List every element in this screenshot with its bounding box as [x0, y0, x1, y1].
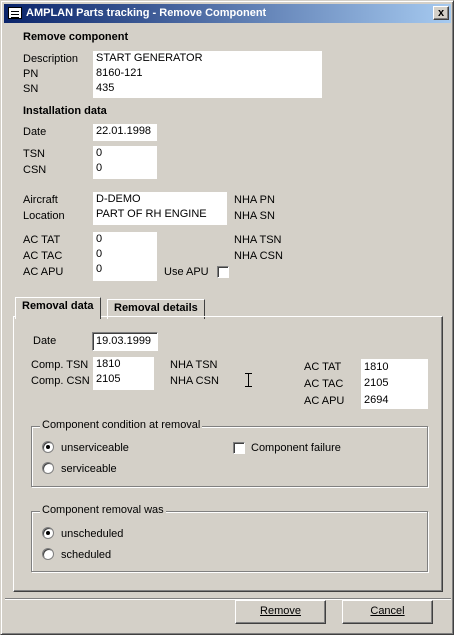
installation-date-field: [93, 124, 157, 141]
removal-date-label: Date: [33, 335, 57, 347]
installation-data-header: Installation data: [23, 105, 107, 117]
removal-ac-tat-value: 1810: [364, 361, 389, 373]
location-value: PART OF RH ENGINE: [96, 208, 207, 220]
tab-removal-details[interactable]: Removal details: [107, 299, 205, 319]
tab-removal-data[interactable]: Removal data: [15, 297, 101, 319]
ac-apu-value: 0: [96, 263, 103, 275]
remove-component-header: Remove component: [23, 31, 129, 43]
description-label: Description: [23, 53, 79, 65]
description-value: START GENERATOR: [96, 52, 203, 64]
unscheduled-label[interactable]: unscheduled: [61, 528, 124, 540]
condition-groupbox: [31, 419, 428, 487]
unserviceable-label[interactable]: unserviceable: [61, 442, 129, 454]
ac-tat-value: 0: [96, 233, 103, 245]
cancel-button[interactable]: [342, 600, 433, 624]
app-icon: [8, 7, 22, 19]
component-info-box: [93, 51, 322, 98]
component-failure-checkbox[interactable]: [233, 442, 245, 454]
nha-pn-label: NHA PN: [234, 194, 275, 206]
condition-group-title: Component condition at removal: [42, 419, 201, 431]
removal-ac-tac-label: AC TAC: [304, 378, 344, 390]
removal-ac-apu-value: 2694: [364, 394, 389, 406]
ac-tac-value: 0: [96, 248, 103, 260]
unscheduled-radio[interactable]: [42, 527, 54, 539]
csn-label: CSN: [23, 164, 47, 176]
comp-tsn-value: 1810: [96, 358, 121, 370]
scheduled-label[interactable]: scheduled: [61, 549, 112, 561]
cancel-button-label: Cancel: [370, 605, 405, 617]
remove-button-label: Remove: [260, 605, 301, 617]
csn-value: 0: [96, 162, 103, 174]
ac-tat-label: AC TAT: [23, 234, 61, 246]
ac-tac-label: AC TAC: [23, 250, 63, 262]
tsn-csn-box: [93, 146, 157, 179]
close-button[interactable]: x: [433, 6, 449, 20]
ac-values-box: [93, 232, 157, 281]
component-failure-label[interactable]: Component failure: [251, 442, 341, 454]
serviceable-label[interactable]: serviceable: [61, 463, 117, 475]
location-label: Location: [23, 210, 65, 222]
scheduled-radio[interactable]: [42, 548, 54, 560]
pn-label: PN: [23, 68, 39, 80]
comp-values-box[interactable]: [93, 357, 154, 390]
removal-ac-tac-value: 2105: [364, 377, 389, 389]
unserviceable-radio[interactable]: [42, 441, 54, 453]
serviceable-radio[interactable]: [42, 462, 54, 474]
installation-date-value: 22.01.1998: [96, 125, 152, 137]
removal-date-input[interactable]: [92, 332, 158, 351]
nha-tsn-label: NHA TSN: [234, 234, 282, 246]
removal-ac-tat-label: AC TAT: [304, 361, 342, 373]
nha-csn-label: NHA CSN: [234, 250, 283, 262]
text-cursor-icon: [245, 373, 252, 387]
use-apu-checkbox[interactable]: [217, 266, 229, 278]
removal-type-group-title: Component removal was: [42, 504, 164, 516]
comp-tsn-label: Comp. TSN: [31, 359, 89, 371]
sn-value: 435: [96, 82, 115, 94]
installation-date-label: Date: [23, 126, 47, 138]
pn-value: 8160-121: [96, 67, 143, 79]
removal-type-groupbox: [31, 504, 428, 572]
comp-csn-value: 2105: [96, 373, 121, 385]
tsn-label: TSN: [23, 148, 45, 160]
removal-date-value: 19.03.1999: [96, 335, 152, 347]
removal-ac-values-box[interactable]: [361, 359, 428, 409]
removal-nha-csn-label: NHA CSN: [170, 375, 219, 387]
aircraft-value: D-DEMO: [96, 193, 141, 205]
sn-label: SN: [23, 83, 39, 95]
nha-sn-label: NHA SN: [234, 210, 275, 222]
title-bar[interactable]: [4, 4, 451, 23]
comp-csn-label: Comp. CSN: [31, 375, 90, 387]
use-apu-label: Use APU: [164, 266, 209, 278]
ac-apu-label: AC APU: [23, 266, 64, 278]
tsn-value: 0: [96, 147, 103, 159]
aircraft-label: Aircraft: [23, 194, 58, 206]
removal-nha-tsn-label: NHA TSN: [170, 359, 218, 371]
removal-ac-apu-label: AC APU: [304, 395, 345, 407]
window-title: AMPLAN Parts tracking - Remove Component: [26, 7, 267, 19]
aircraft-location-box: [93, 192, 227, 225]
remove-button[interactable]: [235, 600, 326, 624]
